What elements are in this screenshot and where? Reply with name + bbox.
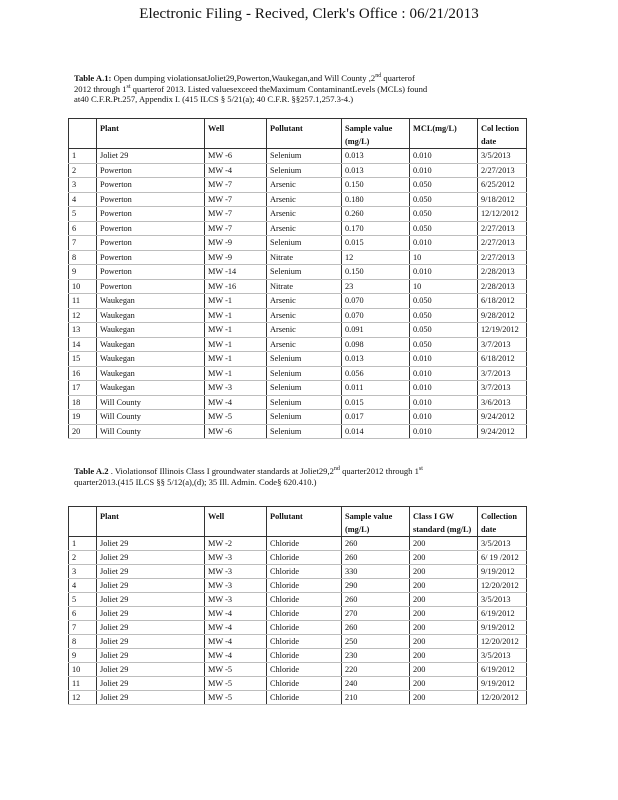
table-cell: Powerton	[97, 236, 205, 251]
table-cell: 9/19/2012	[478, 565, 527, 579]
column-header: Well	[205, 507, 267, 537]
table-cell: 5	[69, 207, 97, 222]
table-cell: 0.260	[342, 207, 410, 222]
table-cell: Arsenic	[267, 308, 342, 323]
table-cell: 200	[410, 607, 478, 621]
table-cell: 8	[69, 635, 97, 649]
table-cell: Will County	[97, 395, 205, 410]
table-cell: MW -1	[205, 366, 267, 381]
table-cell: 9/19/2012	[478, 621, 527, 635]
table-cell: MW -4	[205, 395, 267, 410]
table-cell: 6/18/2012	[478, 352, 527, 367]
table-row	[69, 395, 527, 410]
table-cell: 230	[342, 649, 410, 663]
table-cell: Joliet 29	[97, 579, 205, 593]
table-row	[69, 565, 527, 579]
table-cell: Chloride	[267, 579, 342, 593]
table-cell: Joliet 29	[97, 551, 205, 565]
table-cell: 6/18/2012	[478, 294, 527, 309]
table-cell: Joliet 29	[97, 663, 205, 677]
column-header: Pollutant	[267, 119, 342, 149]
table-cell: 0.010	[410, 395, 478, 410]
table-cell: 19	[69, 410, 97, 425]
table-cell: 0.050	[410, 192, 478, 207]
table-cell: 0.014	[342, 424, 410, 439]
caption-text: quarter2012 through 1	[339, 466, 419, 476]
table-cell: 3/7/2013	[478, 381, 527, 396]
table-cell: 0.013	[342, 352, 410, 367]
caption-sup: st	[126, 83, 131, 90]
table-cell: 200	[410, 593, 478, 607]
table-cell: MW -6	[205, 149, 267, 164]
table-cell: MW -4	[205, 621, 267, 635]
table-cell: 12/20/2012	[478, 635, 527, 649]
table-cell: 0.010	[410, 424, 478, 439]
column-header: Plant	[97, 119, 205, 149]
table-cell: Selenium	[267, 352, 342, 367]
table-cell: 10	[69, 279, 97, 294]
table-row	[69, 551, 527, 565]
table-cell: 3/5/2013	[478, 649, 527, 663]
table-cell: 200	[410, 579, 478, 593]
table-cell: Waukegan	[97, 381, 205, 396]
table-cell: 0.150	[342, 265, 410, 280]
table-cell: Joliet 29	[97, 607, 205, 621]
table-cell: Arsenic	[267, 178, 342, 193]
table-cell: Joliet 29	[97, 649, 205, 663]
table-row	[69, 381, 527, 396]
table-cell: Waukegan	[97, 366, 205, 381]
table-cell: Waukegan	[97, 323, 205, 338]
table-cell: Chloride	[267, 691, 342, 705]
table-cell: 0.050	[410, 178, 478, 193]
column-header: Sample value (mg/L)	[342, 507, 410, 537]
table-cell: 2/27/2013	[478, 163, 527, 178]
violations-table-a2	[68, 506, 527, 705]
table-cell: 11	[69, 677, 97, 691]
table-cell: Arsenic	[267, 192, 342, 207]
table-cell: 3/5/2013	[478, 593, 527, 607]
table-cell: Joliet 29	[97, 593, 205, 607]
column-header: MCL(mg/L)	[410, 119, 478, 149]
caption-text: quarter2013.(415 ILCS §§ 5/12(a),(d); 35 Ill. Admin. Code§ 620.410.)	[74, 476, 317, 487]
table-cell: 0.070	[342, 308, 410, 323]
table-cell: 200	[410, 663, 478, 677]
table-row	[69, 410, 527, 425]
table-row	[69, 323, 527, 338]
table-row	[69, 294, 527, 309]
table-cell: 200	[410, 635, 478, 649]
table-cell: Selenium	[267, 149, 342, 164]
table-cell: 0.013	[342, 149, 410, 164]
table-cell: Waukegan	[97, 352, 205, 367]
table-cell: 200	[410, 537, 478, 551]
table-cell: Joliet 29	[97, 621, 205, 635]
table-cell: 290	[342, 579, 410, 593]
table-row	[69, 337, 527, 352]
table-cell: MW -4	[205, 635, 267, 649]
table-cell: 0.011	[342, 381, 410, 396]
table-cell: 9	[69, 265, 97, 280]
table-cell: 14	[69, 337, 97, 352]
table-cell: Selenium	[267, 163, 342, 178]
table-cell: 11	[69, 294, 97, 309]
table-cell: MW -4	[205, 607, 267, 621]
table-cell: 9/24/2012	[478, 424, 527, 439]
table-cell: 1	[69, 149, 97, 164]
caption-text: at40 C.F.R.Pt.257, Appendix I. (415 ILCS § 5/21(a); 40 C.F.R. §§257.1,257.3-4.)	[74, 94, 354, 105]
table-cell: MW -4	[205, 163, 267, 178]
table-cell: 0.098	[342, 337, 410, 352]
table-cell: 4	[69, 192, 97, 207]
caption-text: Open dumping violationsatJoliet29,Powerton,Waukegan,and Will County ,2	[113, 73, 376, 83]
table-row	[69, 149, 527, 164]
table-cell: Chloride	[267, 635, 342, 649]
table-cell: 200	[410, 551, 478, 565]
table-cell: 12	[342, 250, 410, 265]
table-cell: Chloride	[267, 621, 342, 635]
table-cell: 0.050	[410, 308, 478, 323]
table-cell: 0.013	[342, 163, 410, 178]
table-cell: 200	[410, 649, 478, 663]
table-cell: Joliet 29	[97, 691, 205, 705]
table-cell: 3/7/2013	[478, 366, 527, 381]
table-cell: 6	[69, 607, 97, 621]
caption-text: quarterof	[381, 73, 415, 83]
table-cell: 0.015	[342, 236, 410, 251]
table-cell: 250	[342, 635, 410, 649]
table-cell: 0.010	[410, 381, 478, 396]
table-cell: MW -3	[205, 381, 267, 396]
table-cell: MW -1	[205, 323, 267, 338]
table-cell: 0.050	[410, 207, 478, 222]
table-cell: 0.091	[342, 323, 410, 338]
table-cell: 260	[342, 621, 410, 635]
table-cell: 0.070	[342, 294, 410, 309]
table-cell: 12	[69, 308, 97, 323]
table-row	[69, 163, 527, 178]
table-row	[69, 593, 527, 607]
table-row	[69, 221, 527, 236]
table-cell: 0.017	[342, 410, 410, 425]
table-cell: 23	[342, 279, 410, 294]
column-header	[69, 119, 97, 149]
table-cell: Powerton	[97, 279, 205, 294]
table-cell: MW -5	[205, 677, 267, 691]
table-cell: Joliet 29	[97, 149, 205, 164]
table-row	[69, 677, 527, 691]
table-cell: MW -7	[205, 192, 267, 207]
table-cell: Arsenic	[267, 221, 342, 236]
table-cell: Nitrate	[267, 279, 342, 294]
table-cell: 6	[69, 221, 97, 236]
table-cell: MW -3	[205, 593, 267, 607]
table-row	[69, 352, 527, 367]
table-row	[69, 537, 527, 551]
table-a2-caption	[74, 466, 526, 487]
table-cell: Selenium	[267, 395, 342, 410]
table-cell: Will County	[97, 424, 205, 439]
table-cell: 9	[69, 649, 97, 663]
table-cell: MW -2	[205, 537, 267, 551]
column-header: Pollutant	[267, 507, 342, 537]
table-cell: 3	[69, 178, 97, 193]
table-row	[69, 607, 527, 621]
table-cell: Chloride	[267, 537, 342, 551]
table-cell: Chloride	[267, 551, 342, 565]
table-cell: 0.050	[410, 323, 478, 338]
table-cell: MW -5	[205, 691, 267, 705]
table-cell: Powerton	[97, 192, 205, 207]
column-header: Plant	[97, 507, 205, 537]
table-cell: 3/6/2013	[478, 395, 527, 410]
table-cell: Chloride	[267, 607, 342, 621]
table-cell: 200	[410, 621, 478, 635]
table-cell: MW -1	[205, 337, 267, 352]
table-row	[69, 621, 527, 635]
table-cell: 3/5/2013	[478, 149, 527, 164]
table-cell: Selenium	[267, 381, 342, 396]
table-cell: 0.170	[342, 221, 410, 236]
table-cell: 9/24/2012	[478, 410, 527, 425]
table-cell: Powerton	[97, 221, 205, 236]
table-cell: 7	[69, 621, 97, 635]
table-cell: 12/12/2012	[478, 207, 527, 222]
table-row	[69, 579, 527, 593]
column-header: Col lection date	[478, 119, 527, 149]
table-cell: Selenium	[267, 424, 342, 439]
caption-text: . Violationsof Illinois Class I groundwater standards at Joliet29,2	[110, 466, 334, 476]
table-cell: MW -3	[205, 551, 267, 565]
table-cell: 0.050	[410, 221, 478, 236]
column-header: Class I GW standard (mg/L)	[410, 507, 478, 537]
table-cell: 3/7/2013	[478, 337, 527, 352]
table-cell: 200	[410, 565, 478, 579]
table-cell: Waukegan	[97, 294, 205, 309]
caption-sup: st	[418, 466, 423, 473]
table-cell: MW -1	[205, 352, 267, 367]
table-cell: Will County	[97, 410, 205, 425]
column-header: Well	[205, 119, 267, 149]
table-cell: MW -3	[205, 579, 267, 593]
table-cell: 210	[342, 691, 410, 705]
table-cell: Selenium	[267, 236, 342, 251]
table-cell: 330	[342, 565, 410, 579]
table-cell: 220	[342, 663, 410, 677]
column-header: Sample value (mg/L)	[342, 119, 410, 149]
table-cell: Powerton	[97, 207, 205, 222]
table-cell: 3	[69, 565, 97, 579]
table-cell: Joliet 29	[97, 677, 205, 691]
table-cell: MW -9	[205, 236, 267, 251]
table-cell: 9/19/2012	[478, 677, 527, 691]
table-cell: MW -1	[205, 308, 267, 323]
table-cell: MW -7	[205, 207, 267, 222]
table-cell: 0.050	[410, 294, 478, 309]
table-cell: 0.010	[410, 410, 478, 425]
caption-text: quarterof 2013. Listed valuesexceed theMaximum ContaminantLevels (MCLs) found	[130, 83, 428, 94]
table-cell: 10	[69, 663, 97, 677]
table-cell: 0.010	[410, 163, 478, 178]
table-cell: 9/28/2012	[478, 308, 527, 323]
caption-text: 2012 through 1	[74, 83, 127, 94]
table-cell: MW -5	[205, 663, 267, 677]
table-cell: 1	[69, 537, 97, 551]
table-cell: Joliet 29	[97, 537, 205, 551]
table-row	[69, 635, 527, 649]
table-a1-caption	[74, 73, 526, 105]
table-a2-label: Table A.2	[74, 466, 109, 476]
table-cell: 6/19/2012	[478, 607, 527, 621]
table-cell: 260	[342, 551, 410, 565]
table-cell: MW -3	[205, 565, 267, 579]
table-cell: Chloride	[267, 677, 342, 691]
table-cell: 15	[69, 352, 97, 367]
table-row	[69, 649, 527, 663]
table-cell: Joliet 29	[97, 565, 205, 579]
table-cell: Selenium	[267, 366, 342, 381]
filing-header: Electronic Filing - Recived, Clerk's Office : 06/21/2013	[139, 6, 479, 22]
table-cell: 12/20/2012	[478, 579, 527, 593]
table-cell: 0.150	[342, 178, 410, 193]
table-cell: 12/19/2012	[478, 323, 527, 338]
table-cell: 2/27/2013	[478, 221, 527, 236]
table-row	[69, 424, 527, 439]
table-cell: 2/27/2013	[478, 236, 527, 251]
table-cell: 20	[69, 424, 97, 439]
table-cell: Waukegan	[97, 308, 205, 323]
table-cell: 270	[342, 607, 410, 621]
table-cell: 13	[69, 323, 97, 338]
table-cell: 9/18/2012	[478, 192, 527, 207]
table-cell: 12	[69, 691, 97, 705]
table-cell: 0.015	[342, 395, 410, 410]
table-cell: 0.010	[410, 366, 478, 381]
table-cell: 2	[69, 551, 97, 565]
table-cell: Chloride	[267, 649, 342, 663]
table-row	[69, 178, 527, 193]
caption-sup: nd	[333, 466, 340, 473]
table-cell: MW -7	[205, 178, 267, 193]
table-cell: MW -4	[205, 649, 267, 663]
table-cell: MW -1	[205, 294, 267, 309]
table-cell: 7	[69, 236, 97, 251]
table-cell: Joliet 29	[97, 635, 205, 649]
table-cell: 8	[69, 250, 97, 265]
table-cell: 10	[410, 250, 478, 265]
table-cell: 2	[69, 163, 97, 178]
table-cell: 260	[342, 593, 410, 607]
table-cell: Nitrate	[267, 250, 342, 265]
table-cell: Selenium	[267, 410, 342, 425]
table-cell: 200	[410, 677, 478, 691]
table-cell: Arsenic	[267, 294, 342, 309]
table-cell: Chloride	[267, 593, 342, 607]
table-cell: Arsenic	[267, 323, 342, 338]
table-cell: 16	[69, 366, 97, 381]
table-cell: Powerton	[97, 163, 205, 178]
table-row	[69, 250, 527, 265]
table-cell: MW -16	[205, 279, 267, 294]
table-row	[69, 236, 527, 251]
table-cell: MW -7	[205, 221, 267, 236]
table-cell: 0.010	[410, 265, 478, 280]
table-cell: Chloride	[267, 663, 342, 677]
table-row	[69, 192, 527, 207]
table-cell: Powerton	[97, 178, 205, 193]
table-cell: 0.010	[410, 149, 478, 164]
table-cell: 240	[342, 677, 410, 691]
column-header: Collection date	[478, 507, 527, 537]
table-cell: 260	[342, 537, 410, 551]
table-row	[69, 691, 527, 705]
table-cell: Powerton	[97, 250, 205, 265]
table-cell: 12/20/2012	[478, 691, 527, 705]
table-cell: Arsenic	[267, 337, 342, 352]
table-cell: Selenium	[267, 265, 342, 280]
table-row	[69, 663, 527, 677]
table-cell: 0.180	[342, 192, 410, 207]
table-cell: 0.056	[342, 366, 410, 381]
table-cell: 0.010	[410, 236, 478, 251]
table-cell: Arsenic	[267, 207, 342, 222]
table-cell: 200	[410, 691, 478, 705]
table-cell: 10	[410, 279, 478, 294]
table-cell: Powerton	[97, 265, 205, 280]
table-cell: 6/ 19 /2012	[478, 551, 527, 565]
table-cell: 4	[69, 579, 97, 593]
table-cell: 6/25/2012	[478, 178, 527, 193]
table-cell: 5	[69, 593, 97, 607]
violations-table-a1	[68, 118, 527, 439]
table-row	[69, 308, 527, 323]
table-cell: 17	[69, 381, 97, 396]
table-cell: 2/28/2013	[478, 279, 527, 294]
table-row	[69, 207, 527, 222]
table-row	[69, 279, 527, 294]
table-cell: Chloride	[267, 565, 342, 579]
table-cell: Waukegan	[97, 337, 205, 352]
table-cell: MW -9	[205, 250, 267, 265]
table-cell: 0.050	[410, 337, 478, 352]
table-cell: 0.010	[410, 352, 478, 367]
table-cell: 3/5/2013	[478, 537, 527, 551]
table-a1-label: Table A.1:	[74, 73, 112, 83]
table-cell: MW -6	[205, 424, 267, 439]
table-cell: 6/19/2012	[478, 663, 527, 677]
column-header	[69, 507, 97, 537]
table-cell: 18	[69, 395, 97, 410]
table-cell: 2/28/2013	[478, 265, 527, 280]
table-cell: MW -5	[205, 410, 267, 425]
table-cell: 2/27/2013	[478, 250, 527, 265]
table-row	[69, 265, 527, 280]
table-cell: MW -14	[205, 265, 267, 280]
table-row	[69, 366, 527, 381]
caption-sup: nd	[375, 73, 382, 80]
